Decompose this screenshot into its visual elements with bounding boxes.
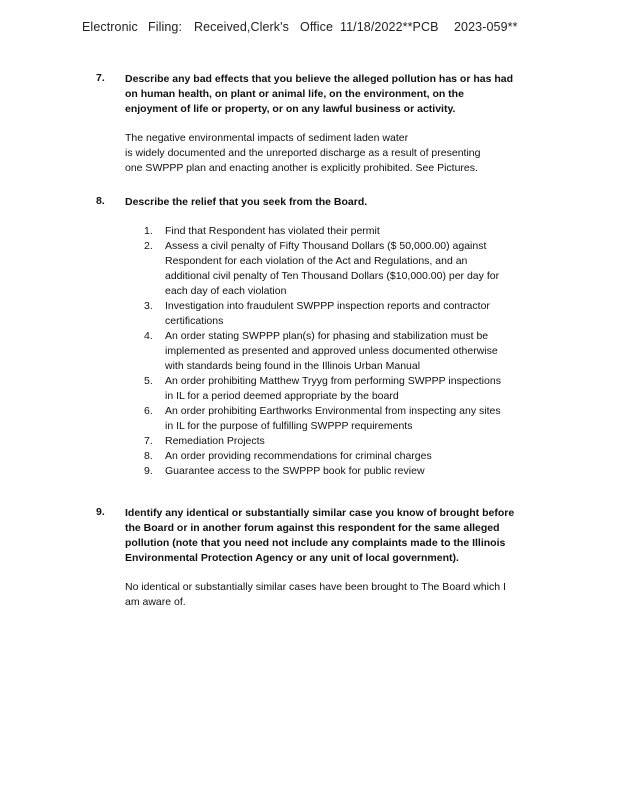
relief-item-text: An order stating SWPPP plan(s) for phasing and stabilization must be implemented as presented and approved unless documented otherwise with standards being found in the Illinois Urban Manual bbox=[165, 330, 498, 372]
answer-text: No identical or substantially similar cases have been brought to The Board which I am aware of. bbox=[125, 581, 506, 608]
relief-item bbox=[144, 299, 504, 329]
relief-item-number: 8. bbox=[144, 450, 153, 462]
relief-item bbox=[144, 329, 504, 374]
relief-item-text: Guarantee access to the SWPPP book for public review bbox=[165, 465, 425, 477]
answer-line: is widely documented and the unreported discharge as a result of presenting bbox=[125, 147, 481, 159]
relief-item-number: 4. bbox=[144, 330, 153, 342]
relief-item-number: 5. bbox=[144, 375, 153, 387]
relief-item-number: 9. bbox=[144, 465, 153, 477]
relief-item-text: Investigation into fraudulent SWPPP inspection reports and contractor certifications bbox=[165, 300, 490, 327]
relief-item-number: 1. bbox=[144, 225, 153, 237]
relief-item-text: An order prohibiting Matthew Tryyg from performing SWPPP inspections in IL for a period deemed appropriate by the board bbox=[165, 375, 501, 402]
answer-line: The negative environmental impacts of sediment laden water bbox=[125, 132, 409, 144]
relief-item bbox=[144, 434, 504, 449]
header-filing: Filing: bbox=[148, 20, 183, 34]
answer-text bbox=[125, 131, 516, 176]
relief-list bbox=[144, 224, 504, 479]
relief-item-text: Remediation Projects bbox=[165, 435, 265, 447]
header-date: 11/18/2022**PCB bbox=[340, 20, 439, 34]
question-text: Identify any identical or substantially similar case you know of brought before the Board or in another forum against this respondent for the same alleged pollution (note that you need not include any complaints made to the Illinois Environmental Protection Agency or any unit of local government). bbox=[125, 507, 515, 564]
relief-item-number: 6. bbox=[144, 405, 153, 417]
relief-item bbox=[144, 464, 504, 479]
header-received: Received,Clerk's bbox=[194, 20, 289, 34]
question-text: Describe any bad effects that you believe the alleged pollution has or has had on human health, on plant or animal life, on the environment, on the enjoyment of life or property, or on any lawful business or activity. bbox=[125, 73, 514, 115]
relief-item bbox=[144, 374, 504, 404]
question-9 bbox=[96, 506, 516, 610]
relief-item bbox=[144, 404, 504, 434]
relief-item-number: 2. bbox=[144, 240, 153, 252]
relief-item-text: Find that Respondent has violated their permit bbox=[165, 225, 380, 237]
question-number: 8. bbox=[96, 195, 105, 207]
relief-item-text: Assess a civil penalty of Fifty Thousand Dollars ($ 50,000.00) against Respondent for each violation of the Act and Regulations, and an additional civil penalty of Ten Thousand Dollars ($10,000.00) per day for each day of each violation bbox=[165, 240, 500, 297]
question-number: 7. bbox=[96, 72, 105, 84]
relief-item-text: An order providing recommendations for criminal charges bbox=[165, 450, 432, 462]
relief-item-number: 3. bbox=[144, 300, 153, 312]
header-office: Office bbox=[300, 20, 334, 34]
relief-item bbox=[144, 449, 504, 464]
relief-item-text: An order prohibiting Earthworks Environmental from inspecting any sites in IL for the purpose of fulfilling SWPPP requirements bbox=[165, 405, 501, 432]
answer-line: one SWPPP plan and enacting another is explicitly prohibited. See Pictures. bbox=[125, 162, 478, 174]
relief-item-number: 7. bbox=[144, 435, 153, 447]
question-number: 9. bbox=[96, 506, 105, 518]
question-text: Describe the relief that you seek from the Board. bbox=[125, 196, 368, 208]
header-case-number: 2023-059** bbox=[454, 20, 518, 34]
relief-item bbox=[144, 224, 504, 239]
question-8 bbox=[96, 195, 516, 210]
header-electronic: Electronic bbox=[82, 20, 138, 34]
relief-item bbox=[144, 239, 504, 299]
question-7 bbox=[96, 72, 516, 176]
